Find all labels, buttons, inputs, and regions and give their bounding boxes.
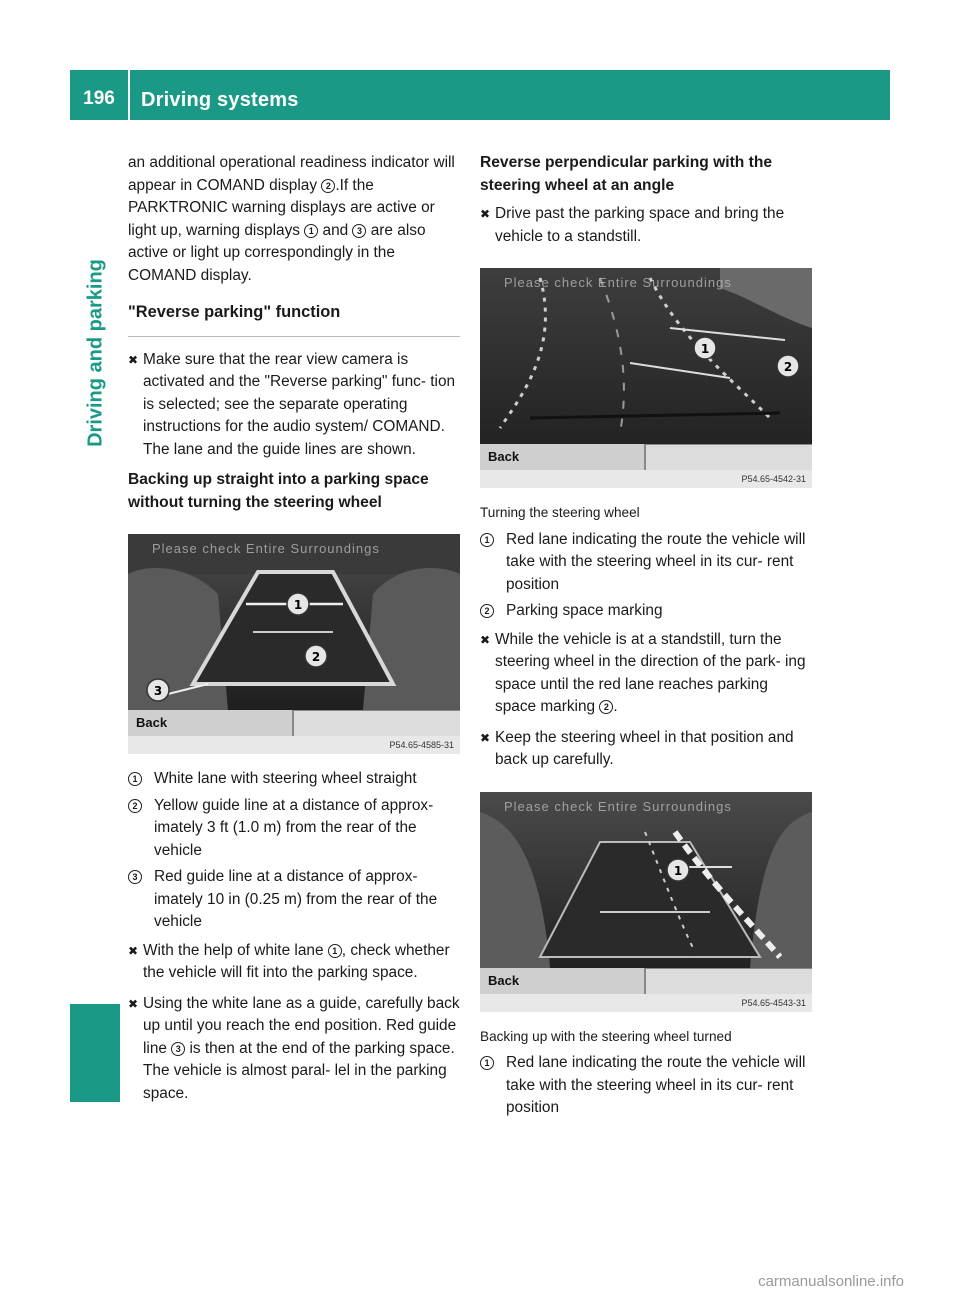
back-button: Back <box>128 710 294 736</box>
callout-3-icon: 3 <box>352 224 366 238</box>
page-title: Driving systems <box>141 89 299 111</box>
figure-caption: Backing up with the steering wheel turned <box>480 1028 732 1044</box>
arrow-right-icon: ✖ <box>480 730 491 745</box>
legend-item: 2 Yellow guide line at a distance of approx- imately 3 ft (1.0 m) from the rear of the vehicle <box>128 795 460 863</box>
callout-1-icon: 1 <box>328 944 342 958</box>
callout-3-icon: 3 <box>128 870 142 884</box>
camera-overlay-text: Please check Entire Surroundings <box>152 541 380 556</box>
callout-1-icon: 1 <box>304 224 318 238</box>
chapter-tab <box>70 1004 120 1102</box>
legend-item: 1 Red lane indicating the route the vehicle will take with the steering wheel in its cur- rent position <box>480 1052 812 1120</box>
svg-text:1: 1 <box>700 342 710 356</box>
sub-heading: Backing up straight into a parking space without turning the steering wheel <box>128 471 429 511</box>
svg-text:3: 3 <box>153 684 163 698</box>
watermark: carmanualsonline.info <box>758 1273 904 1290</box>
legend-item: 1 White lane with steering wheel straight <box>128 768 460 791</box>
camera-figure-turning <box>480 268 812 488</box>
callout-1-icon: 1 <box>128 772 142 786</box>
left-column <box>128 152 460 1113</box>
section-heading: "Reverse parking" function <box>128 301 460 337</box>
callout-2-icon: 2 <box>128 799 142 813</box>
figure-code: P54.65-4585-31 <box>389 740 454 750</box>
callout-3-icon: 3 <box>171 1042 185 1056</box>
camera-figure-straight <box>128 534 460 754</box>
callout-2-icon: 2 <box>321 179 335 193</box>
figure-caption: Turning the steering wheel <box>480 505 640 520</box>
intro-paragraph: an additional operational readiness indicator will appear in COMAND display 2 .If the PARKTRONIC warning displays are active or light up, warning displays 1 and 3 are also active or light up correspondingly in the COMAND display. <box>128 154 455 284</box>
legend-item: 2 Parking space marking <box>480 600 812 623</box>
legend-item: 3 Red guide line at a distance of approx- imately 10 in (0.25 m) from the rear of the vehicle <box>128 866 460 934</box>
callout-2-icon: 2 <box>599 700 613 714</box>
instruction-step: ✖ While the vehicle is at a standstill, turn the steering wheel in the direction of the park- ing space until the red lane reaches parking space marking 2 . <box>480 630 806 715</box>
side-chapter-label: Driving and parking <box>84 259 107 447</box>
arrow-right-icon: ✖ <box>480 632 491 647</box>
instruction-step: ✖ Make sure that the rear view camera is activated and the "Reverse parking" func- tion is selected; see the separate operating instructions for the audio system/ COMAND. The lane and the guide lines are shown. <box>128 350 456 458</box>
page-number: 196 <box>83 88 115 109</box>
svg-text:1: 1 <box>293 598 303 612</box>
arrow-right-icon: ✖ <box>128 943 139 958</box>
callout-1-icon: 1 <box>480 533 494 547</box>
instruction-step: ✖ Using the white lane as a guide, carefully back up until you reach the end position. Red guide line 3 is then at the end of the parking space. The vehicle is almost paral- lel in the parking space. <box>128 994 460 1102</box>
arrow-right-icon: ✖ <box>480 207 491 221</box>
sub-heading: Reverse perpendicular parking with the steering wheel at an angle <box>480 154 773 194</box>
camera-figure-backing <box>480 792 812 1012</box>
instruction-step: ✖ Keep the steering wheel in that position and back up carefully. <box>480 728 794 768</box>
svg-text:1: 1 <box>673 863 683 878</box>
instruction-step: ✖ Drive past the parking space and bring the vehicle to a standstill. <box>480 205 785 245</box>
svg-text:2: 2 <box>311 650 321 664</box>
callout-2-icon: 2 <box>480 604 494 618</box>
camera-overlay-text: Please check Entire Surroundings <box>504 275 732 290</box>
arrow-right-icon: ✖ <box>128 996 139 1011</box>
instruction-step: ✖ With the help of white lane 1 , check whether the vehicle will fit into the parking space. <box>128 941 450 981</box>
arrow-right-icon: ✖ <box>128 352 139 367</box>
back-button: Back <box>480 968 646 994</box>
right-column <box>480 152 812 1124</box>
header-divider <box>128 70 130 120</box>
figure-code: P54.65-4542-31 <box>741 474 806 484</box>
legend-item: 1 Red lane indicating the route the vehicle will take with the steering wheel in its cur- rent position <box>480 529 812 597</box>
camera-overlay-text: Please check Entire Surroundings <box>504 798 732 814</box>
figure-code: P54.65-4543-31 <box>741 997 806 1008</box>
svg-text:2: 2 <box>783 360 793 374</box>
back-button: Back <box>480 444 646 470</box>
callout-1-icon: 1 <box>480 1056 494 1070</box>
